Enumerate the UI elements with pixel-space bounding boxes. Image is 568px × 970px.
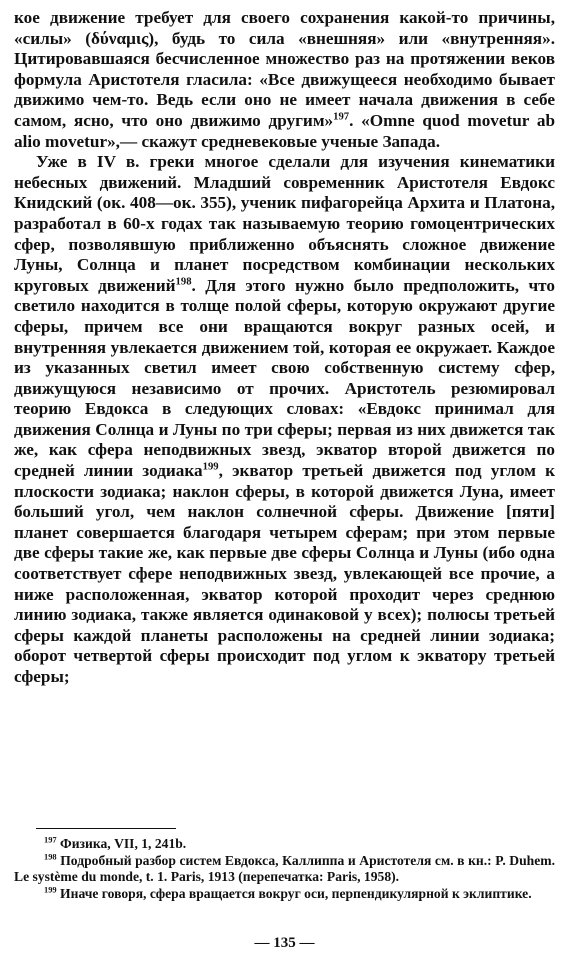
footnote-text: Иначе говоря, сфера вращается вокруг оси, перпендикулярной к эклиптике.: [60, 885, 532, 901]
paragraph-1: [14, 8, 555, 152]
paragraph-2-middle: . Для этого нужно было предположить, что светило находится в толще полой сферы, которую окружают другие сферы, причем все они вращаются вокруг разных осей, и внутренняя увлекается движением той, которая ее окружает. Каждое из указанных светил имеет свою собственную систему сфер, движущуюся независимо от прочих. Аристотель резюмировал теорию Евдокса в следующих словах: «Евдокс принимал для движения Солнца и Луны по три сферы; первая из них движется так же, как сфера неподвижных звезд, экватор второй движется по средней линии зодиака: [14, 275, 555, 481]
footnote-ref-199: 199: [202, 461, 219, 473]
footnote-number: 198: [44, 850, 57, 861]
footnote-197: [14, 836, 555, 853]
paragraph-2-text: Уже в IV в. греки многое сделали для изучения кинематики небесных движений. Младший современник Аристотеля Евдокс Книдский (ок. 408—ок. 355), ученик пифагорейца Архита и Платона, разработал в 60-х годах так называемую теорию гомоцентрических сфер, позволявшую приближенно объяснять сложное движение Луны, Солнца и планет посредством комбинации нескольких круговых движений: [14, 152, 555, 295]
paragraph-1-tail: . «Omne quod movetur ab alio movetur»,— скажут средневековые ученые Запада.: [14, 110, 555, 151]
footnote-199: [14, 883, 555, 903]
page-number: — 135 —: [254, 935, 315, 951]
footnote-text: Подробный разбор систем Евдокса, Каллиппа и Аристотеля см. в кн.: P. Duhem. Le système du monde, t. 1. Paris, 1913 (перепечатка: Paris, 1958).: [14, 852, 555, 884]
footnote-divider: [36, 828, 176, 829]
footnote-ref-198: 198: [175, 275, 192, 287]
paragraph-1-text: кое движение требует для своего сохранения какой-то причины, «силы» (δύναμις), будь то сила «внешняя» или «внутренняя». Цитировавшаяся бесчисленное множество раз на протяжении веков формула Аристотеля гласила: «Все движущееся необходимо бывает движимо чем-то. Ведь если оно не имеет начала движения в себе самом, ясно, что оно движимо другим»: [14, 8, 555, 130]
paragraph-2: [14, 152, 555, 687]
footnotes: [14, 836, 555, 902]
book-page: [14, 8, 555, 958]
footnote-number: 197: [44, 834, 57, 845]
footnote-ref-197: 197: [333, 111, 350, 123]
footnote-text: Физика, VII, 1, 241b.: [60, 836, 187, 851]
footnote-number: 199: [44, 883, 57, 894]
paragraph-2-tail: , экватор третьей движется под углом к плоскости зодиака; наклон сферы, в которой движется Луна, имеет больший угол, чем наклон солнечной сферы. Движение [пяти] планет совершается благодаря четырем сферам; при этом первые две сферы такие же, как первые две сферы Солнца и Луны (ибо одна соответствует сфере неподвижных звезд, увлекающей все прочие, а ниже расположенная, экватор которой проходит через среднюю линию зодиака, также является одинаковой у всех); полюсы третьей сферы каждой планеты расположены на средней линии зодиака; оборот четвертой сферы происходит под углом к экватору третьей сферы;: [14, 461, 555, 686]
main-text: [14, 8, 555, 688]
footnote-198: [14, 850, 555, 886]
